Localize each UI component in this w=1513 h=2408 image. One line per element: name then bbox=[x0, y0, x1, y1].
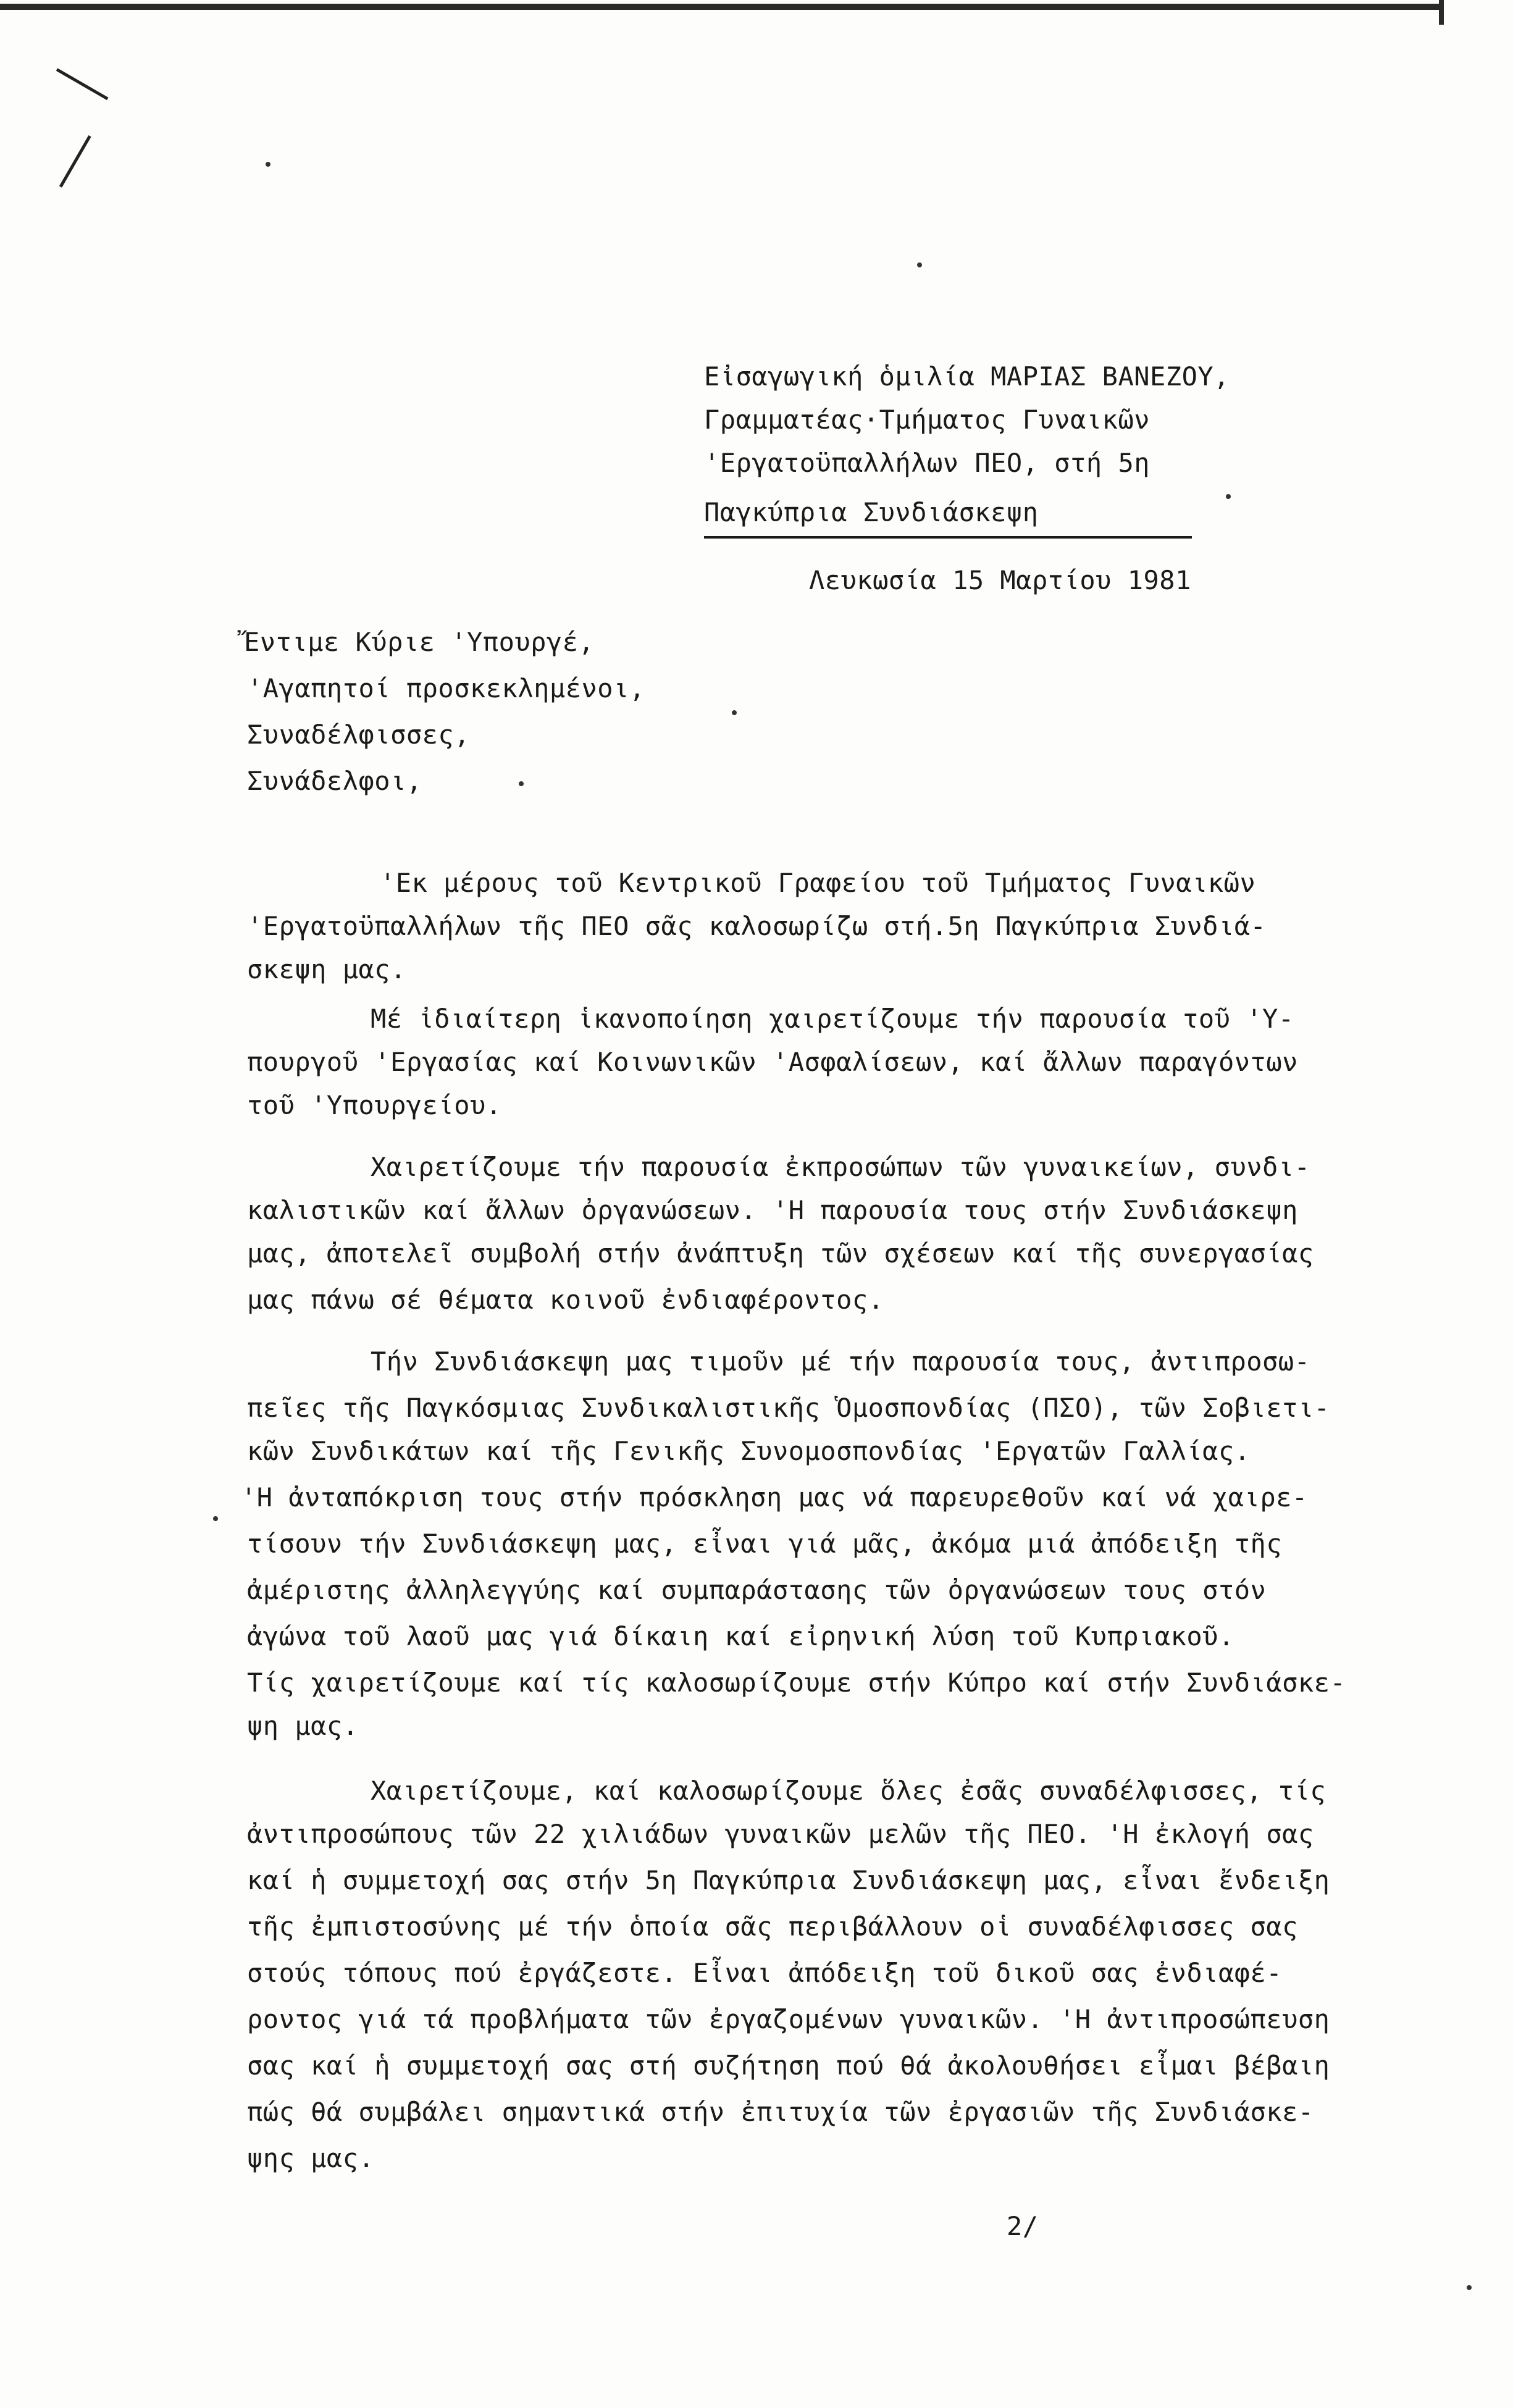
heading-line-4: Παγκύπρια Συνδιάσκεψη bbox=[704, 497, 1039, 527]
page-number: 2/ bbox=[1007, 2211, 1039, 2241]
body-line: ψη μας. bbox=[247, 1711, 359, 1741]
body-line: καλιστικῶν καί ἄλλων ὀργανώσεων. 'Η παρουσία τους στήν Συνδιάσκεψη bbox=[247, 1195, 1298, 1225]
body-line: μας, ἀποτελεῖ συμβολή στήν ἀνάπτυξη τῶν σχέσεων καί τῆς συνεργασίας bbox=[247, 1238, 1314, 1269]
body-line: κῶν Συνδικάτων καί τῆς Γενικῆς Συνομοσπονδίας 'Εργατῶν Γαλλίας. bbox=[247, 1436, 1251, 1466]
body-line: Μέ ἰδιαίτερη ἱκανοποίηση χαιρετίζουμε τήν παρουσία τοῦ 'Υ- bbox=[371, 1004, 1294, 1034]
place-date: Λευκωσία 15 Μαρτίου 1981 bbox=[809, 565, 1191, 595]
body-line: καί ἡ συμμετοχή σας στήν 5η Παγκύπρια Συνδιάσκεψη μας, εἶναι ἔνδειξη bbox=[247, 1865, 1330, 1895]
body-line: 'Εκ μέρους τοῦ Κεντρικοῦ Γραφείου τοῦ Τμήματος Γυναικῶν bbox=[380, 868, 1256, 898]
body-line: σκεψη μας. bbox=[247, 954, 406, 984]
speck bbox=[732, 710, 737, 715]
body-line: Τίς χαιρετίζουμε καί τίς καλοσωρίζουμε στήν Κύπρο καί στήν Συνδιάσκε- bbox=[247, 1668, 1346, 1698]
salutation-line: 'Αγαπητοί προσκεκλημένοι, bbox=[247, 673, 645, 703]
pen-mark bbox=[59, 135, 91, 188]
scan-edge-top bbox=[0, 4, 1439, 10]
body-line: ψης μας. bbox=[247, 2143, 375, 2173]
speck bbox=[1226, 494, 1231, 499]
speck bbox=[917, 262, 922, 267]
body-line: πώς θά συμβάλει σημαντικά στήν ἐπιτυχία τῶν ἐργασιῶν τῆς Συνδιάσκε- bbox=[247, 2097, 1314, 2127]
body-line: σας καί ἡ συμμετοχή σας στή συζήτηση πού θά ἀκολουθήσει εἶμαι βέβαιη bbox=[247, 2050, 1330, 2081]
body-line: στούς τόπους πού ἐργάζεστε. Εἶναι ἀπόδειξη τοῦ δικοῦ σας ἐνδιαφέ- bbox=[247, 1958, 1283, 1988]
body-line: ἀμέριστης ἀλληλεγγύης καί συμπαράστασης τῶν ὀργανώσεων τους στόν bbox=[247, 1575, 1267, 1605]
speck bbox=[1467, 2285, 1472, 2290]
speck bbox=[519, 781, 524, 786]
salutation-line: Συναδέλφισσες, bbox=[247, 719, 471, 750]
speck bbox=[266, 162, 270, 167]
body-line: τοῦ 'Υπουργείου. bbox=[247, 1090, 502, 1120]
heading-line-2: Γραμματέας·Τμήματος Γυναικῶν bbox=[704, 405, 1150, 435]
body-line: τῆς ἐμπιστοσύνης μέ τήν ὁποία σᾶς περιβάλλουν οἱ συναδέλφισσες σας bbox=[247, 1911, 1298, 1942]
salutation-line: Ἔντιμε Κύριε 'Υπουργέ, bbox=[244, 627, 595, 657]
body-line: πεῖες τῆς Παγκόσμιας Συνδικαλιστικῆς Ὁμοσπονδίας (ΠΣΟ), τῶν Σοβιετι- bbox=[247, 1393, 1330, 1423]
speck bbox=[213, 1516, 218, 1521]
body-line: Τήν Συνδιάσκεψη μας τιμοῦν μέ τήν παρουσία τους, ἀντιπροσω- bbox=[371, 1346, 1310, 1377]
body-line: Χαιρετίζουμε, καί καλοσωρίζουμε ὅλες ἐσᾶς συναδέλφισσες, τίς bbox=[371, 1776, 1326, 1806]
body-line: 'Η ἀνταπόκριση τους στήν πρόσκληση μας νά παρευρεθοῦν καί νά χαιρε- bbox=[241, 1482, 1308, 1512]
body-line: ροντος γιά τά προβλήματα τῶν ἐργαζομένων γυναικῶν. 'Η ἀντιπροσώπευση bbox=[247, 2004, 1330, 2034]
scan-edge-corner bbox=[1439, 0, 1444, 25]
body-line: πουργοῦ 'Εργασίας καί Κοινωνικῶν 'Ασφαλίσεων, καί ἄλλων παραγόντων bbox=[247, 1047, 1298, 1077]
heading-line-3: 'Εργατοϋπαλλήλων ΠΕΟ, στή 5η bbox=[704, 448, 1150, 478]
body-line: τίσουν τήν Συνδιάσκεψη μας, εἶναι γιά μᾶς, ἀκόμα μιά ἀπόδειξη τῆς bbox=[247, 1529, 1283, 1559]
body-line: ἀντιπροσώπους τῶν 22 χιλιάδων γυναικῶν μελῶν τῆς ΠΕΟ. 'Η ἐκλογή σας bbox=[247, 1819, 1314, 1849]
body-line: μας πάνω σέ θέματα κοινοῦ ἐνδιαφέροντος. bbox=[247, 1285, 884, 1315]
body-line: Χαιρετίζουμε τήν παρουσία ἐκπροσώπων τῶν γυναικείων, συνδι- bbox=[371, 1152, 1310, 1182]
pen-mark bbox=[56, 68, 109, 100]
heading-line-1: Εἰσαγωγική ὁμιλία ΜΑΡΙΑΣ ΒΑΝΕΖΟΥ, bbox=[704, 361, 1230, 392]
body-line: ἀγώνα τοῦ λαοῦ μας γιά δίκαιη καί εἰρηνική λύση τοῦ Κυπριακοῦ. bbox=[247, 1621, 1234, 1651]
body-line: 'Εργατοϋπαλλήλων τῆς ΠΕΟ σᾶς καλοσωρίζω στή.5η Παγκύπρια Συνδιά- bbox=[247, 911, 1267, 941]
salutation-line: Συνάδελφοι, bbox=[247, 766, 422, 796]
heading-underline bbox=[704, 536, 1192, 539]
